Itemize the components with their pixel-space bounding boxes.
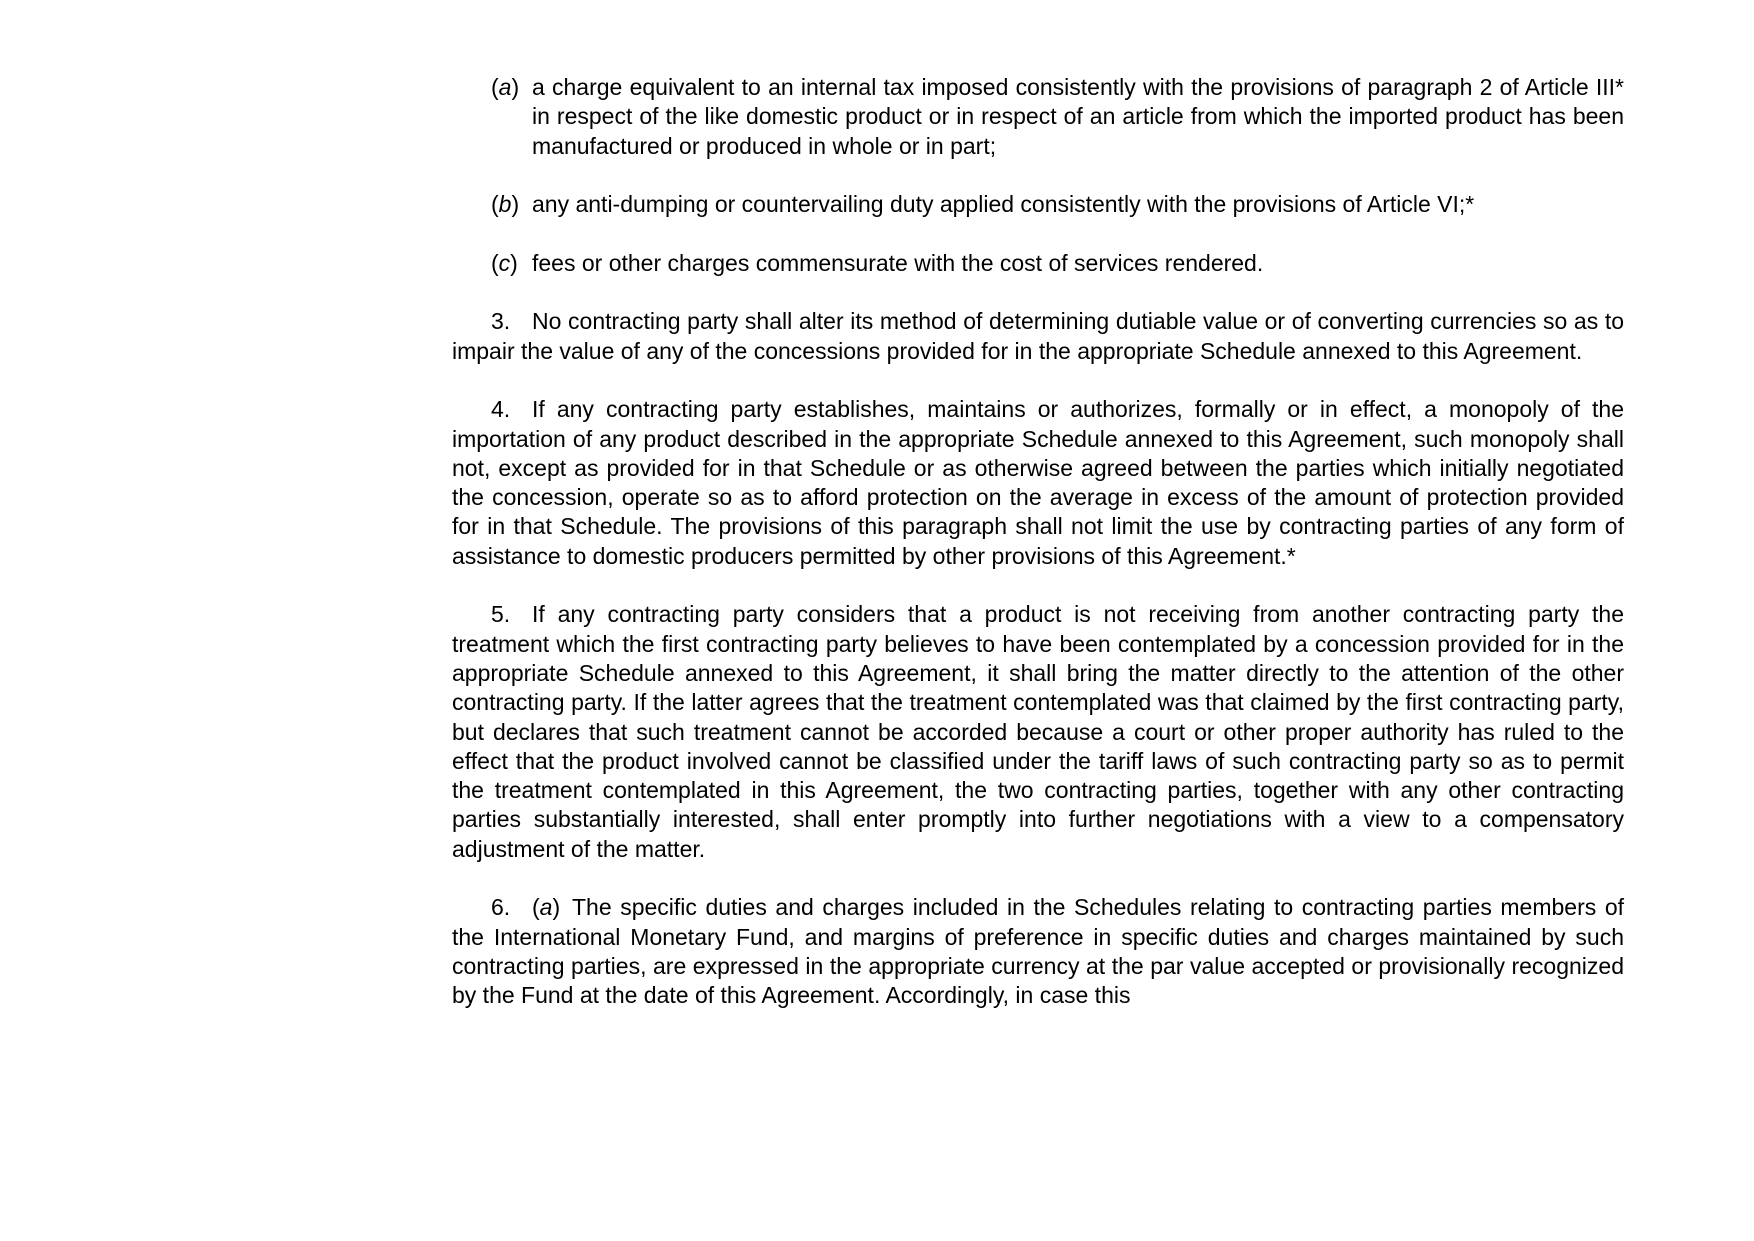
paragraph-text: The specific duties and charges included in the Schedules relating to contracting parties members of the International Monetary Fund, and margins of preference in specific duties and charges maintained by such contracting parties, are expressed in the appropriate currency at the par value accepted or provisionally recognized by the Fund at the date of this Agreement. Accordingly, in case this [452, 894, 1624, 1009]
paragraph-number: 6. [491, 894, 511, 921]
subparagraph-b [452, 190, 1624, 219]
paragraph-text: If any contracting party establishes, maintains or authorizes, formally or in effect, a monopoly of the importation of any product described in the appropriate Schedule annexed to this Agreement, such monopoly shall not, except as provided for in that Schedule or as otherwise agreed between the parties which initially negotiated the concession, operate so as to afford protection on the average in excess of the amount of protection provided for in that Schedule. The provisions of this paragraph shall not limit the use by contracting parties of any form of assistance to domestic producers permitted by other provisions of this Agreement.* [452, 396, 1624, 569]
document-body [452, 73, 1624, 1011]
subparagraph-label: (a) [491, 74, 520, 100]
subparagraph-c [452, 249, 1624, 278]
paragraph-number: 4. [491, 396, 511, 423]
subparagraph-text: fees or other charges commensurate with the cost of services rendered. [532, 249, 1264, 276]
paragraph-text: If any contracting party considers that a product is not receiving from another contracting party the treatment which the first contracting party believes to have been contemplated by a concession provided for in the appropriate Schedule annexed to this Agreement, it shall bring the matter directly to the attention of the other contracting party. If the latter agrees that the treatment contemplated was that claimed by the first contracting party, but declares that such treatment cannot be accorded because a court or other proper authority has ruled to the effect that the product involved cannot be classified under the tariff laws of such contracting party so as to permit the treatment contemplated in this Agreement, the two contracting parties, together with any other contracting parties substantially interested, shall enter promptly into further negotiations with a view to a compensatory adjustment of the matter. [452, 601, 1624, 862]
paragraph-number: 5. [491, 601, 511, 628]
paragraph-6 [452, 893, 1624, 1010]
paragraph-3 [452, 307, 1624, 366]
paragraph-5 [452, 600, 1624, 864]
paragraph-text: No contracting party shall alter its method of determining dutiable value or of converting currencies so as to impair the value of any of the concessions provided for in the appropriate Schedule annexed to this Agreement. [452, 308, 1624, 364]
subparagraph-a [452, 73, 1624, 161]
subparagraph-label: (b) [491, 191, 520, 218]
subparagraph-label: (a) [532, 894, 561, 921]
subparagraph-text: any anti-dumping or countervailing duty applied consistently with the provisions of Article VI;* [532, 191, 1475, 218]
paragraph-number: 3. [491, 308, 511, 335]
paragraph-4 [452, 395, 1624, 571]
subparagraph-label: (c) [491, 249, 518, 276]
subparagraph-text: a charge equivalent to an internal tax imposed consistently with the provisions of paragraph 2 of Article III* in respect of the like domestic product or in respect of an article from which the imported product has been manufactured or produced in whole or in part; [532, 74, 1624, 159]
